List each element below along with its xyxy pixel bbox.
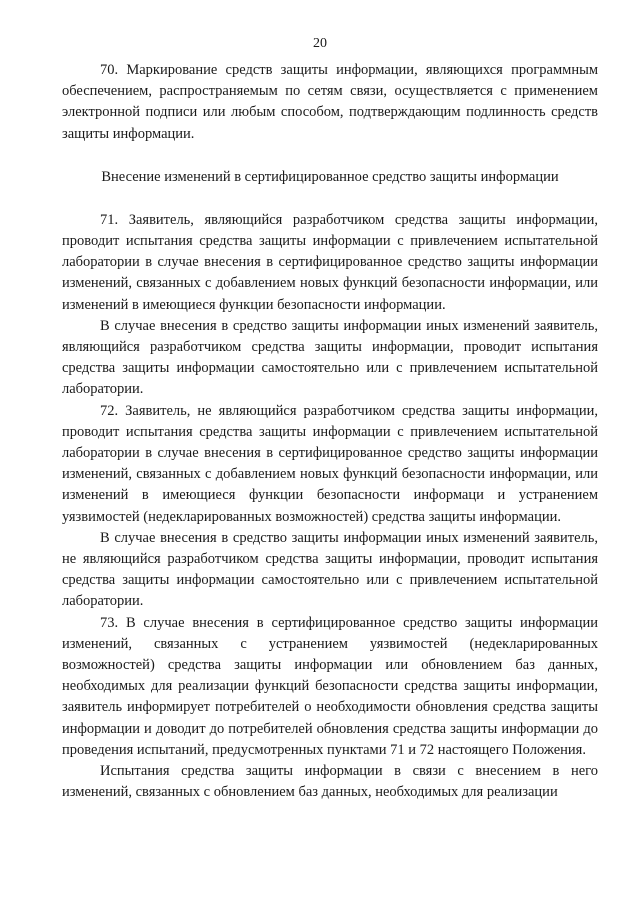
paragraph-72-other-changes: В случае внесения в средство защиты информации иных изменений заявитель, не являющийся разработчиком средства защиты информации, проводит испытания средства защиты информации самостоятельно или с привлечением испытательной лаборатории. (62, 529, 598, 610)
paragraph-70: 70. Маркирование средств защиты информации, являющихся программным обеспечением, распространяемым по сетям связи, осуществляется с применением электронной подписи или любым способом, подтверждающим подлинность средств защиты информации. (62, 62, 598, 142)
paragraph-73: 73. В случае внесения в сертифицированное средство защиты информации изменений, связанных с устранением уязвимостей (недекларированных возможностей) средства защиты информации или обновлением баз данных, необходимых для реализации функций безопасности средства защиты информации, заявитель информирует потребителей о необходимости обновления средства защиты информации и доводит до потребителей обновления средства защиты информации до проведения испытаний, предусмотренных пунктами 71 и 72 настоящего Положения. (62, 614, 598, 758)
page-number: 20 (313, 36, 327, 51)
paragraph-71: 71. Заявитель, являющийся разработчиком средства защиты информации, проводит испытания средства защиты информации с привлечением испытательной лаборатории в случае внесения в сертифицированное средство защиты информации изменений, связанных с добавлением новых функций безопасности информации, или изменений в имеющиеся функции безопасности информации. (62, 211, 598, 313)
paragraph-71-other-changes: В случае внесения в средство защиты информации иных изменений заявитель, являющийся разработчиком средства защиты информации, проводит испытания средства защиты информации самостоятельно или с привлечением испытательной лаборатории. (62, 317, 598, 398)
document-body (62, 60, 598, 804)
paragraph-72: 72. Заявитель, не являющийся разработчиком средства защиты информации, проводит испытания средства защиты информации с привлечением испытательной лаборатории в случае внесения в сертифицированное средство защиты информации изменений, связанных с добавлением новых функций безопасности информации, или изменений в имеющиеся функции безопасности информаци и устранением уязвимостей (недекларированных возможностей) средства защиты информации. (62, 402, 598, 525)
paragraph-testing-database-updates: Испытания средства защиты информации в связи с внесением в него изменений, связанных с обновлением баз данных, необходимых для реализации (62, 763, 598, 801)
section-heading: Внесение изменений в сертифицированное средство защиты информации (101, 168, 559, 185)
